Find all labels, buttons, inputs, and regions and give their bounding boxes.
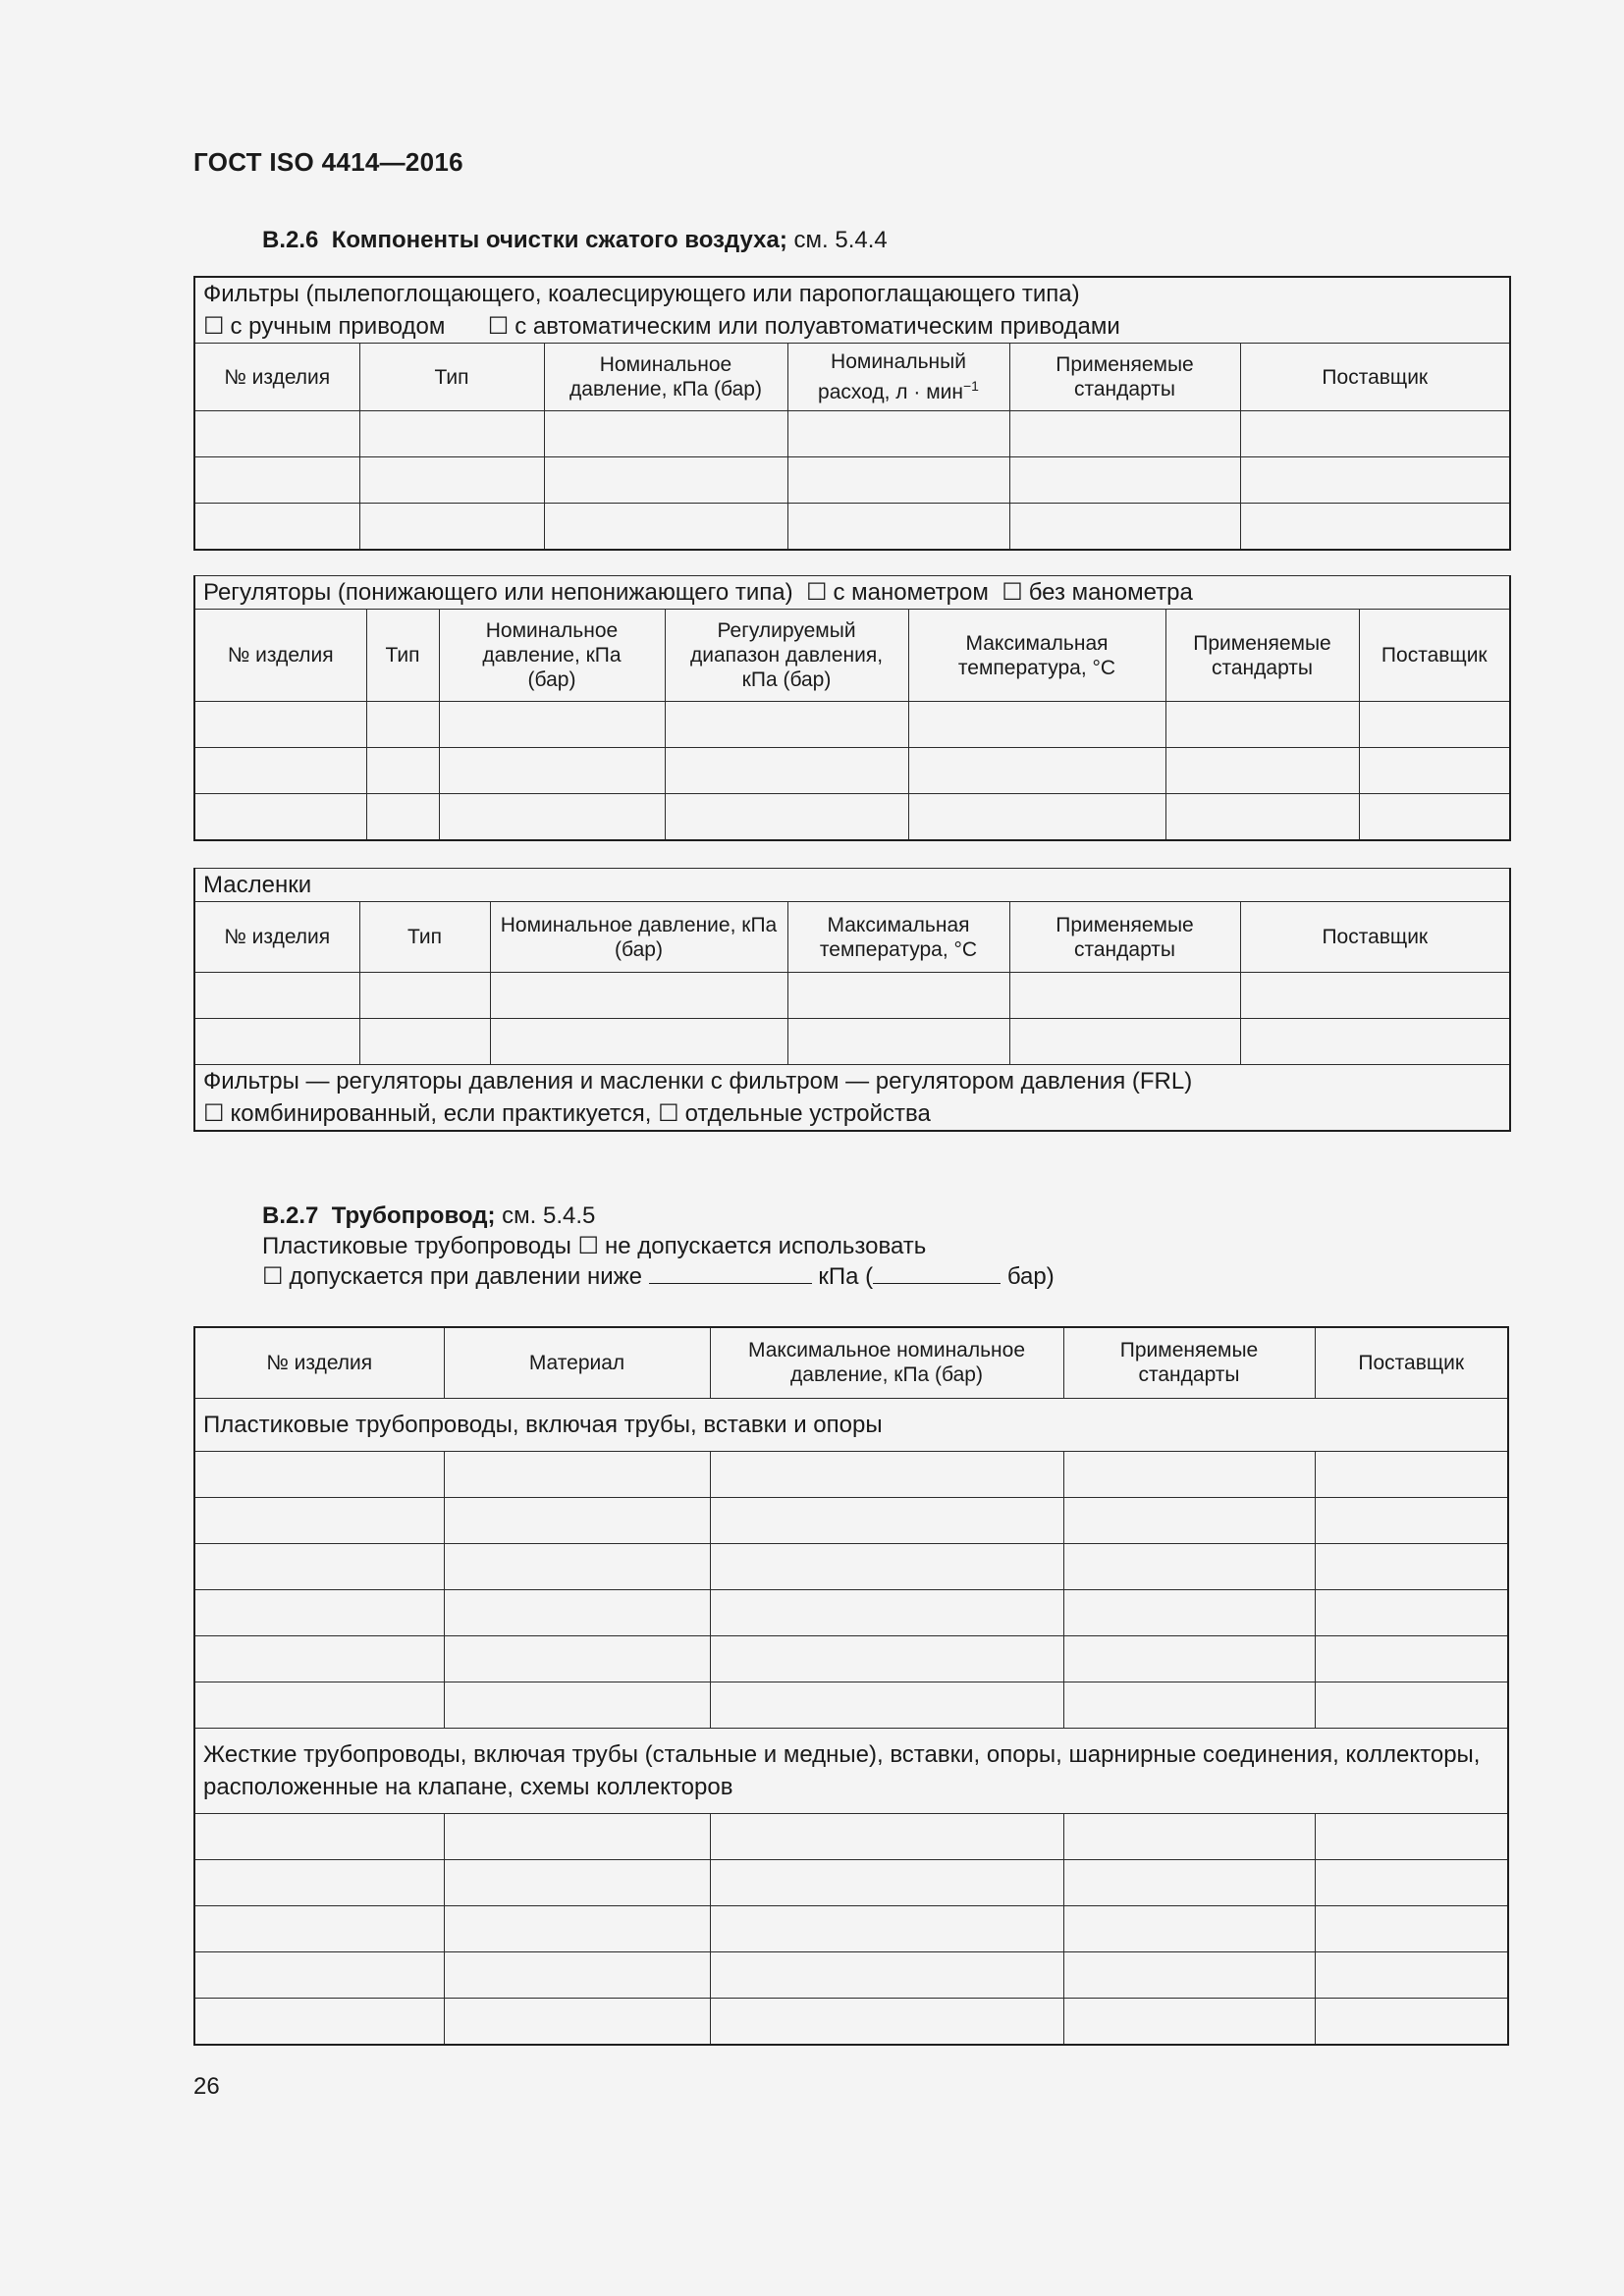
frl-caption: Фильтры — регуляторы давления и масленки с фильтром — регулятором давления (FRL) — [203, 1068, 1193, 1095]
table-cell[interactable] — [1315, 1543, 1508, 1589]
filters-table — [193, 276, 1511, 551]
table-cell[interactable] — [1165, 794, 1359, 841]
column-header: Поставщик — [1240, 902, 1510, 973]
column-header — [787, 344, 1009, 411]
plastic-option-allowed-below: допускается при давлении ниже — [289, 1263, 643, 1290]
table-cell[interactable] — [665, 748, 908, 794]
checkbox-icon[interactable]: ☐ — [487, 313, 510, 340]
table-cell[interactable] — [194, 1682, 444, 1728]
table-cell[interactable] — [544, 457, 787, 504]
column-header: Поставщик — [1359, 610, 1510, 702]
filters-option-manual: с ручным приводом — [230, 313, 446, 340]
column-header-text: Номинальный расход, л · мин — [818, 350, 966, 403]
table-cell[interactable] — [710, 1951, 1063, 1998]
table-cell[interactable] — [1315, 1859, 1508, 1905]
checkbox-icon[interactable]: ☐ — [203, 313, 225, 340]
table-cell[interactable] — [1315, 1905, 1508, 1951]
table-cell[interactable] — [1315, 1682, 1508, 1728]
column-header: Поставщик — [1315, 1327, 1508, 1398]
lubricators-caption: Масленки — [194, 869, 1510, 902]
table-cell[interactable] — [710, 1682, 1063, 1728]
filters-option-auto: с автоматическим или полуавтоматическим приводами — [514, 313, 1120, 340]
table-cell[interactable] — [908, 794, 1165, 841]
table-cell[interactable] — [439, 748, 665, 794]
table-cell[interactable] — [444, 1635, 710, 1682]
table-cell[interactable] — [444, 1589, 710, 1635]
table-row — [194, 702, 1510, 748]
column-header: Максимальное номинальное давление, кПа (бар) — [710, 1327, 1063, 1398]
table-cell[interactable] — [444, 1813, 710, 1859]
table-cell[interactable] — [787, 1019, 1009, 1065]
checkbox-icon[interactable]: ☐ — [805, 579, 828, 606]
table-cell[interactable] — [1240, 411, 1510, 457]
table-cell[interactable] — [1315, 1951, 1508, 1998]
column-header: Тип — [359, 344, 544, 411]
document-title: ГОСТ ISO 4414—2016 — [193, 147, 463, 177]
section-b26-number: В.2.6 — [262, 227, 319, 253]
table-cell[interactable] — [490, 1019, 787, 1065]
checkbox-icon[interactable]: ☐ — [203, 1100, 225, 1127]
column-header: Применяемые стандарты — [1063, 1327, 1315, 1398]
table-cell[interactable] — [194, 504, 359, 551]
checkbox-icon[interactable]: ☐ — [262, 1263, 284, 1290]
table-cell[interactable] — [1315, 1451, 1508, 1497]
filters-caption-cell — [194, 277, 1510, 344]
column-header: № изделия — [194, 1327, 444, 1398]
page-number: 26 — [193, 2073, 220, 2100]
regulators-option-gauge: с манометром — [833, 579, 989, 606]
regulators-table — [193, 575, 1511, 841]
table-row — [194, 411, 1510, 457]
table-cell[interactable] — [1063, 1451, 1315, 1497]
table-cell[interactable] — [1315, 1589, 1508, 1635]
checkbox-icon[interactable]: ☐ — [1001, 579, 1023, 606]
table-cell[interactable] — [710, 1635, 1063, 1682]
table-cell[interactable] — [194, 1543, 444, 1589]
checkbox-icon[interactable]: ☐ — [658, 1100, 679, 1127]
table-cell[interactable] — [359, 973, 490, 1019]
plastic-piping-label: Пластиковые трубопроводы — [262, 1233, 571, 1259]
table-row — [194, 1998, 1508, 2045]
table-cell[interactable] — [1063, 1998, 1315, 2045]
table-row — [194, 1019, 1510, 1065]
table-cell[interactable] — [1009, 411, 1240, 457]
regulators-caption-cell — [194, 576, 1510, 610]
table-cell[interactable] — [1063, 1859, 1315, 1905]
piping-table — [193, 1326, 1509, 2046]
table-cell[interactable] — [710, 1859, 1063, 1905]
table-cell[interactable] — [194, 411, 359, 457]
plastic-option-not-allowed: не допускается использовать — [605, 1233, 927, 1259]
filters-caption: Фильтры (пылепоглощающего, коалесцирующего или паропоглащающего типа) — [203, 281, 1080, 307]
table-cell[interactable] — [1359, 748, 1510, 794]
table-row — [194, 973, 1510, 1019]
table-cell[interactable] — [194, 702, 366, 748]
pressure-kpa-field[interactable] — [649, 1261, 812, 1284]
table-cell[interactable] — [194, 1859, 444, 1905]
table-cell[interactable] — [194, 457, 359, 504]
section-b26-title: Компоненты очистки сжатого воздуха; — [331, 227, 787, 253]
table-cell[interactable] — [444, 1543, 710, 1589]
table-cell[interactable] — [194, 1635, 444, 1682]
table-cell[interactable] — [1009, 1019, 1240, 1065]
column-header: Номинальное давление, кПа (бар) — [439, 610, 665, 702]
table-cell[interactable] — [439, 794, 665, 841]
section-b27-number: В.2.7 — [262, 1202, 319, 1229]
table-cell[interactable] — [787, 457, 1009, 504]
unit-bar-label: бар) — [1006, 1263, 1055, 1290]
table-cell[interactable] — [710, 1497, 1063, 1543]
column-header: Максимальная температура, °С — [908, 610, 1165, 702]
table-cell[interactable] — [1009, 973, 1240, 1019]
table-cell[interactable] — [194, 1951, 444, 1998]
table-cell[interactable] — [1063, 1813, 1315, 1859]
table-cell[interactable] — [444, 1859, 710, 1905]
plastic-piping-options — [262, 1232, 1055, 1292]
table-cell[interactable] — [366, 702, 439, 748]
section-b27-ref: см. 5.4.5 — [502, 1202, 596, 1229]
table-cell[interactable] — [1315, 1635, 1508, 1682]
table-cell[interactable] — [665, 794, 908, 841]
table-cell[interactable] — [444, 1905, 710, 1951]
regulators-caption: Регуляторы (понижающего или непонижающего типа) — [203, 579, 793, 606]
table-row — [194, 1543, 1508, 1589]
section-b26-ref: см. 5.4.4 — [793, 227, 888, 253]
table-cell[interactable] — [710, 1543, 1063, 1589]
table-cell[interactable] — [1063, 1905, 1315, 1951]
table-cell[interactable] — [1063, 1635, 1315, 1682]
column-header: Номинальное давление, кПа (бар) — [544, 344, 787, 411]
table-cell[interactable] — [194, 1813, 444, 1859]
table-cell[interactable] — [710, 1998, 1063, 2045]
table-cell[interactable] — [194, 973, 359, 1019]
table-cell[interactable] — [710, 1813, 1063, 1859]
column-header: № изделия — [194, 902, 359, 973]
unit-kpa-label: кПа ( — [818, 1263, 874, 1290]
table-cell[interactable] — [1063, 1951, 1315, 1998]
column-header-exponent: −1 — [962, 378, 979, 394]
table-cell[interactable] — [366, 748, 439, 794]
table-row — [194, 1813, 1508, 1859]
rigid-piping-caption: Жесткие трубопроводы, включая трубы (стальные и медные), вставки, опоры, шарнирные соединения, коллекторы, расположенные на клапане, схемы коллекторов — [194, 1728, 1508, 1813]
table-row — [194, 1589, 1508, 1635]
table-row — [194, 1682, 1508, 1728]
column-header: № изделия — [194, 610, 366, 702]
table-row — [194, 504, 1510, 551]
table-cell[interactable] — [194, 1019, 359, 1065]
table-cell[interactable] — [444, 1682, 710, 1728]
table-cell[interactable] — [194, 1905, 444, 1951]
table-row — [194, 457, 1510, 504]
table-cell[interactable] — [665, 702, 908, 748]
table-cell[interactable] — [444, 1998, 710, 2045]
column-header: Регулируемый диапазон давления, кПа (бар) — [665, 610, 908, 702]
table-cell[interactable] — [359, 504, 544, 551]
section-b27-title: Трубопровод; — [331, 1202, 496, 1229]
table-cell[interactable] — [908, 748, 1165, 794]
table-cell[interactable] — [194, 1451, 444, 1497]
frl-option-separate: отдельные устройства — [684, 1100, 931, 1127]
table-cell[interactable] — [1240, 1019, 1510, 1065]
table-cell[interactable] — [444, 1497, 710, 1543]
table-cell[interactable] — [194, 748, 366, 794]
table-cell[interactable] — [1315, 1998, 1508, 2045]
section-b27-heading — [262, 1202, 595, 1230]
table-row — [194, 1951, 1508, 1998]
column-header: Применяемые стандарты — [1165, 610, 1359, 702]
table-cell[interactable] — [1359, 702, 1510, 748]
column-header: Применяемые стандарты — [1009, 344, 1240, 411]
table-row — [194, 1905, 1508, 1951]
table-cell[interactable] — [787, 973, 1009, 1019]
table-cell[interactable] — [1240, 504, 1510, 551]
table-cell[interactable] — [194, 794, 366, 841]
column-header: Тип — [359, 902, 490, 973]
table-cell[interactable] — [359, 457, 544, 504]
table-cell[interactable] — [710, 1589, 1063, 1635]
table-row — [194, 1451, 1508, 1497]
table-cell[interactable] — [1009, 504, 1240, 551]
table-cell[interactable] — [194, 1589, 444, 1635]
column-header: Максимальная температура, °С — [787, 902, 1009, 973]
column-header: Применяемые стандарты — [1009, 902, 1240, 973]
plastic-piping-caption: Пластиковые трубопроводы, включая трубы, вставки и опоры — [194, 1398, 1508, 1451]
table-row — [194, 794, 1510, 841]
table-row — [194, 1497, 1508, 1543]
table-cell[interactable] — [439, 702, 665, 748]
table-cell[interactable] — [710, 1905, 1063, 1951]
table-cell[interactable] — [366, 794, 439, 841]
table-row — [194, 1859, 1508, 1905]
frl-caption-cell — [194, 1065, 1510, 1132]
table-cell[interactable] — [1315, 1813, 1508, 1859]
table-cell[interactable] — [1063, 1497, 1315, 1543]
table-cell[interactable] — [359, 411, 544, 457]
table-cell[interactable] — [194, 1998, 444, 2045]
table-cell[interactable] — [1165, 748, 1359, 794]
column-header: Материал — [444, 1327, 710, 1398]
column-header: № изделия — [194, 344, 359, 411]
column-header: Тип — [366, 610, 439, 702]
table-cell[interactable] — [1240, 457, 1510, 504]
table-cell[interactable] — [444, 1451, 710, 1497]
section-b26-heading — [262, 227, 888, 254]
table-cell[interactable] — [787, 504, 1009, 551]
table-cell[interactable] — [544, 504, 787, 551]
table-cell[interactable] — [710, 1451, 1063, 1497]
table-cell[interactable] — [1240, 973, 1510, 1019]
table-cell[interactable] — [1063, 1589, 1315, 1635]
regulators-option-no-gauge: без манометра — [1028, 579, 1193, 606]
column-header: Номинальное давление, кПа (бар) — [490, 902, 787, 973]
table-cell[interactable] — [1009, 457, 1240, 504]
table-cell[interactable] — [908, 702, 1165, 748]
table-cell[interactable] — [787, 411, 1009, 457]
table-cell[interactable] — [359, 1019, 490, 1065]
table-cell[interactable] — [544, 411, 787, 457]
table-cell[interactable] — [1315, 1497, 1508, 1543]
table-row — [194, 1635, 1508, 1682]
checkbox-icon[interactable]: ☐ — [577, 1233, 599, 1259]
table-cell[interactable] — [194, 1497, 444, 1543]
table-cell[interactable] — [444, 1951, 710, 1998]
table-cell[interactable] — [1165, 702, 1359, 748]
pressure-bar-field[interactable] — [873, 1261, 1001, 1284]
column-header: Поставщик — [1240, 344, 1510, 411]
table-cell[interactable] — [1063, 1682, 1315, 1728]
frl-option-combined: комбинированный, если практикуется, — [230, 1100, 652, 1127]
table-row — [194, 748, 1510, 794]
table-cell[interactable] — [490, 973, 787, 1019]
table-cell[interactable] — [1359, 794, 1510, 841]
table-cell[interactable] — [1063, 1543, 1315, 1589]
lubricators-table — [193, 868, 1511, 1132]
